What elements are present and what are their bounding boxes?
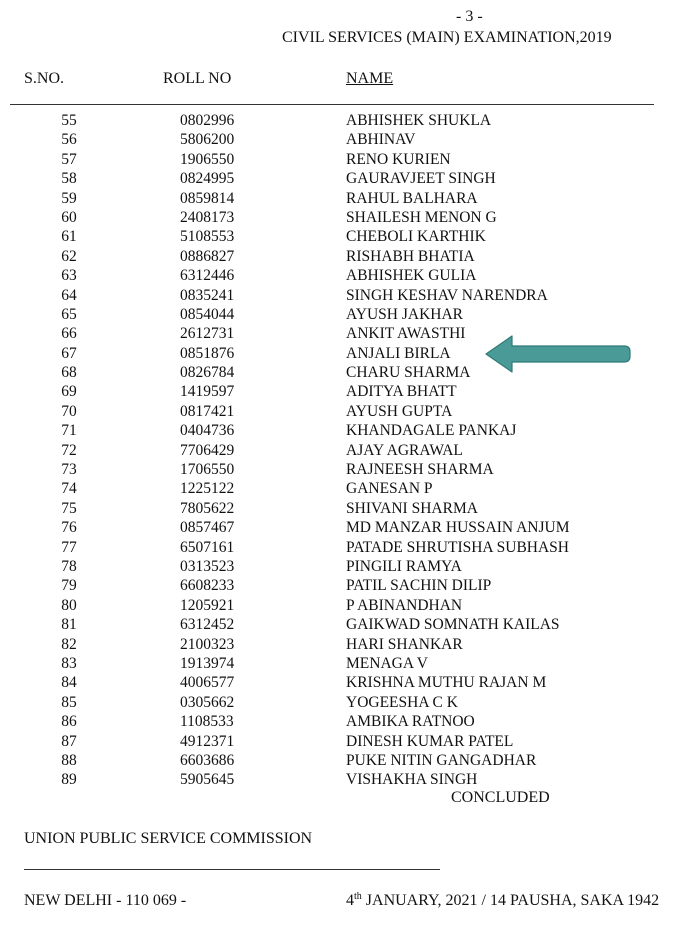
row-sno: 87 — [61, 732, 77, 750]
row-sno: 59 — [61, 189, 77, 207]
table-row — [0, 247, 690, 266]
highlight-arrow-icon — [484, 333, 632, 375]
row-name: PATADE SHRUTISHA SUBHASH — [346, 538, 569, 556]
row-name: RENO KURIEN — [346, 150, 451, 168]
row-roll-no: 1419597 — [180, 383, 235, 401]
row-roll-no: 0886827 — [180, 247, 235, 265]
table-row — [0, 557, 690, 576]
table-row — [0, 673, 690, 692]
row-name: PINGILI RAMYA — [346, 557, 462, 575]
row-roll-no: 7706429 — [180, 441, 235, 459]
row-roll-no: 5108553 — [180, 228, 235, 246]
header-divider — [10, 104, 654, 105]
row-roll-no: 7805622 — [180, 499, 235, 517]
row-roll-no: 6312446 — [180, 267, 235, 285]
row-name: GANESAN P — [346, 480, 433, 498]
row-sno: 79 — [61, 577, 77, 595]
row-roll-no: 6603686 — [180, 751, 235, 769]
table-row — [0, 111, 690, 130]
date-day: 4 — [346, 892, 354, 909]
row-sno: 63 — [61, 267, 77, 285]
row-roll-no: 2408173 — [180, 208, 235, 226]
row-roll-no: 0817421 — [180, 402, 235, 420]
table-row — [0, 654, 690, 673]
table-row — [0, 479, 690, 498]
row-roll-no: 0802996 — [180, 112, 235, 129]
row-name: RISHABH BHATIA — [346, 247, 475, 265]
row-sno: 80 — [61, 596, 77, 614]
row-name: SINGH KESHAV NARENDRA — [346, 286, 548, 304]
row-name: SHIVANI SHARMA — [346, 499, 478, 517]
table-row — [0, 286, 690, 305]
row-name: MENAGA V — [346, 654, 428, 672]
row-sno: 89 — [61, 771, 77, 789]
signature-line — [24, 869, 440, 870]
row-sno: 66 — [61, 325, 77, 343]
table-row — [0, 421, 690, 440]
row-sno: 73 — [61, 461, 77, 479]
row-roll-no: 0857467 — [180, 519, 235, 537]
document-title: CIVIL SERVICES (MAIN) EXAMINATION,2019 — [282, 29, 612, 46]
row-name: ANKIT AWASTHI — [346, 325, 466, 343]
row-roll-no: 4006577 — [180, 674, 235, 692]
table-row — [0, 751, 690, 770]
row-roll-no: 1906550 — [180, 150, 235, 168]
date-suffix: th — [354, 891, 362, 902]
row-sno: 69 — [61, 383, 77, 401]
row-name: MD MANZAR HUSSAIN ANJUM — [346, 519, 570, 537]
organization-name: UNION PUBLIC SERVICE COMMISSION — [24, 830, 313, 847]
row-sno: 65 — [61, 305, 77, 323]
row-sno: 88 — [61, 751, 77, 769]
row-name: YOGEESHA C K — [346, 693, 458, 711]
row-sno: 85 — [61, 693, 77, 711]
row-sno: 86 — [61, 713, 77, 731]
row-name: SHAILESH MENON G — [346, 208, 497, 226]
row-sno: 77 — [61, 538, 77, 556]
table-row — [0, 227, 690, 246]
row-name: P ABINANDHAN — [346, 596, 463, 614]
table-row — [0, 150, 690, 169]
row-roll-no: 1108533 — [180, 713, 234, 731]
row-sno: 67 — [61, 344, 77, 362]
row-sno: 72 — [61, 441, 77, 459]
row-name: PUKE NITIN GANGADHAR — [346, 751, 537, 769]
row-name: ANJALI BIRLA — [346, 344, 451, 362]
row-roll-no: 1205921 — [180, 596, 235, 614]
row-sno: 74 — [61, 480, 77, 498]
table-row — [0, 382, 690, 401]
table-row — [0, 189, 690, 208]
table-row — [0, 576, 690, 595]
table-row — [0, 208, 690, 227]
row-roll-no: 6507161 — [180, 538, 235, 556]
row-roll-no: 1225122 — [180, 480, 235, 498]
row-sno: 81 — [61, 616, 77, 634]
row-sno: 60 — [61, 208, 77, 226]
table-row — [0, 635, 690, 654]
row-roll-no: 0305662 — [180, 693, 235, 711]
row-name: GAURAVJEET SINGH — [346, 170, 496, 188]
column-header-roll: ROLL NO — [163, 70, 232, 87]
row-name: CHARU SHARMA — [346, 364, 471, 382]
column-header-name: NAME — [346, 70, 394, 87]
row-sno: 84 — [61, 674, 77, 692]
table-row — [0, 441, 690, 460]
row-sno: 71 — [61, 422, 77, 440]
row-roll-no: 0826784 — [180, 364, 235, 382]
row-sno: 82 — [61, 635, 77, 653]
table-row — [0, 305, 690, 324]
row-name: DINESH KUMAR PATEL — [346, 732, 514, 750]
table-row — [0, 460, 690, 479]
row-roll-no: 5806200 — [180, 131, 235, 149]
row-name: HARI SHANKAR — [346, 635, 463, 653]
row-sno: 75 — [61, 499, 77, 517]
row-roll-no: 6312452 — [180, 616, 235, 634]
table-row — [0, 169, 690, 188]
table-row — [0, 266, 690, 285]
row-roll-no: 5905645 — [180, 771, 235, 789]
row-name: ABHISHEK SHUKLA — [346, 112, 492, 129]
table-row — [0, 615, 690, 634]
row-sno: 76 — [61, 519, 77, 537]
row-name: KHANDAGALE PANKAJ — [346, 422, 517, 440]
row-sno: 78 — [61, 557, 77, 575]
row-roll-no: 1706550 — [180, 461, 235, 479]
row-roll-no: 4912371 — [180, 732, 235, 750]
table-row — [0, 712, 690, 731]
row-roll-no: 2100323 — [180, 635, 235, 653]
row-name: PATIL SACHIN DILIP — [346, 577, 492, 595]
row-name: ADITYA BHATT — [346, 383, 457, 401]
table-row — [0, 518, 690, 537]
place-line: NEW DELHI - 110 069 - — [24, 892, 187, 909]
row-name: GAIKWAD SOMNATH KAILAS — [346, 616, 560, 634]
row-name: RAJNEESH SHARMA — [346, 461, 494, 479]
row-roll-no: 0835241 — [180, 286, 235, 304]
row-sno: 57 — [61, 150, 77, 168]
row-roll-no: 1913974 — [180, 654, 235, 672]
table-row — [0, 596, 690, 615]
row-name: RAHUL BALHARA — [346, 189, 478, 207]
table-row — [0, 770, 690, 789]
row-sno: 64 — [61, 286, 77, 304]
row-name: AYUSH GUPTA — [346, 402, 453, 420]
column-header-sno: S.NO. — [24, 70, 65, 87]
row-name: AYUSH JAKHAR — [346, 305, 463, 323]
row-sno: 62 — [61, 247, 77, 265]
row-roll-no: 0824995 — [180, 170, 235, 188]
row-roll-no: 0854044 — [180, 305, 235, 323]
row-roll-no: 6608233 — [180, 577, 235, 595]
table-row — [0, 732, 690, 751]
table-row — [0, 402, 690, 421]
row-name: VISHAKHA SINGH — [346, 771, 478, 789]
row-roll-no: 0859814 — [180, 189, 235, 207]
row-sno: 70 — [61, 402, 77, 420]
row-sno: 83 — [61, 654, 77, 672]
table-row — [0, 693, 690, 712]
row-name: KRISHNA MUTHU RAJAN M — [346, 674, 547, 692]
table-row — [0, 499, 690, 518]
date-line — [346, 892, 659, 910]
date-rest: JANUARY, 2021 / 14 PAUSHA, SAKA 1942 — [361, 892, 660, 909]
page-number: - 3 - — [456, 8, 483, 25]
row-name: AJAY AGRAWAL — [346, 441, 463, 459]
table-row — [0, 130, 690, 149]
row-sno: 55 — [61, 112, 77, 129]
row-name: AMBIKA RATNOO — [346, 713, 475, 731]
row-roll-no: 0313523 — [180, 557, 235, 575]
table-row — [0, 538, 690, 557]
row-name: ABHISHEK GULIA — [346, 267, 477, 285]
row-name: CHEBOLI KARTHIK — [346, 228, 486, 246]
row-roll-no: 2612731 — [180, 325, 235, 343]
row-roll-no: 0851876 — [180, 344, 235, 362]
row-sno: 61 — [61, 228, 77, 246]
results-list — [0, 111, 690, 790]
concluded-label: CONCLUDED — [451, 789, 550, 806]
row-roll-no: 0404736 — [180, 422, 235, 440]
row-name: ABHINAV — [346, 131, 416, 149]
row-sno: 58 — [61, 170, 77, 188]
row-sno: 56 — [61, 131, 77, 149]
row-sno: 68 — [61, 364, 77, 382]
